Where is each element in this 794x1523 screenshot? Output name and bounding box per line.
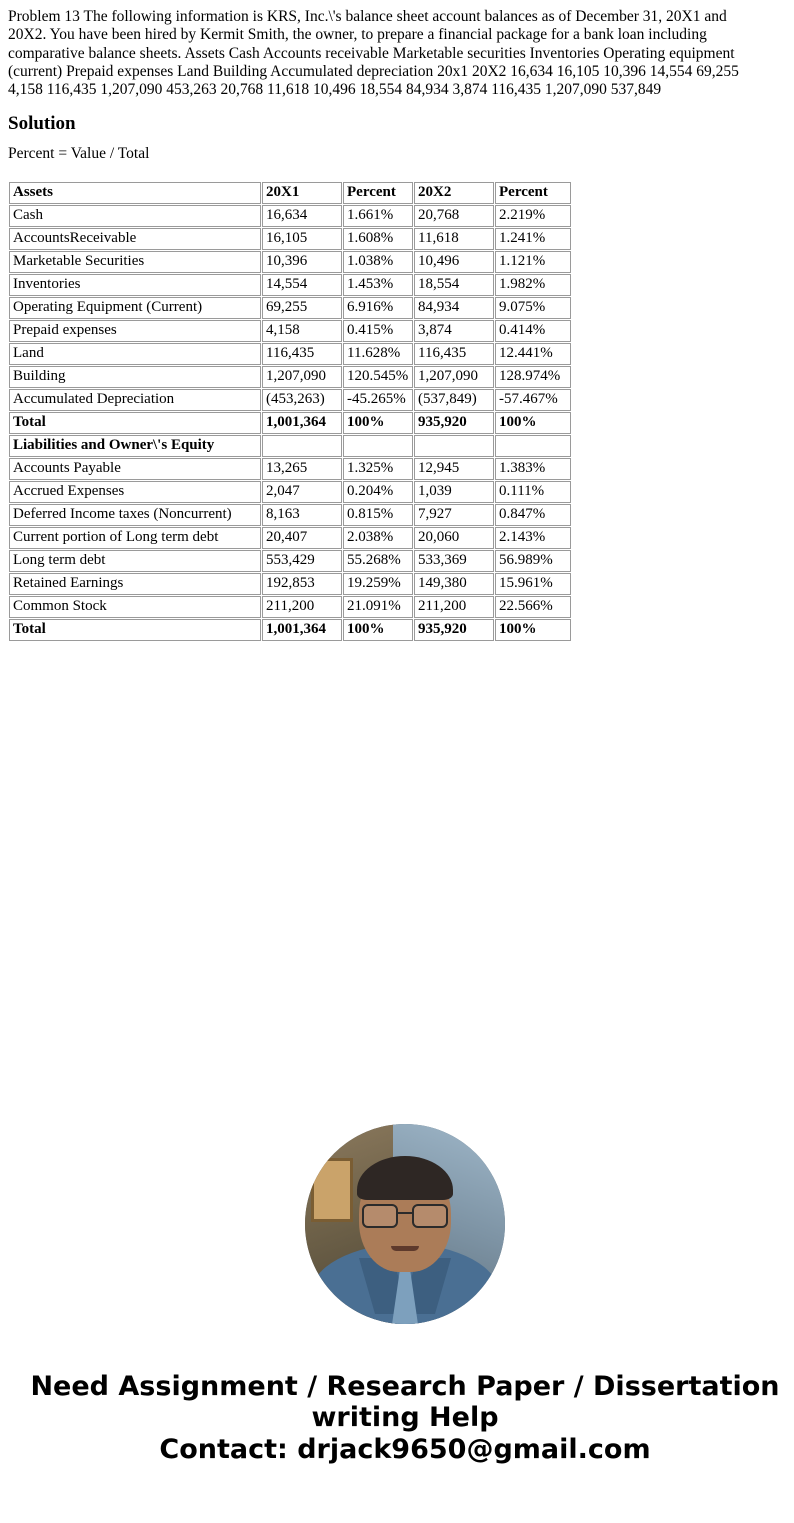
glasses-icon xyxy=(362,1204,448,1224)
section-header-blank-3 xyxy=(414,435,494,457)
value-20x2: 20,060 xyxy=(414,527,494,549)
value-20x1: 1,001,364 xyxy=(262,412,342,434)
value-20x2: 3,874 xyxy=(414,320,494,342)
table-row xyxy=(9,274,571,296)
section-header-blank-4 xyxy=(495,435,571,457)
percent-20x2: 15.961% xyxy=(495,573,571,595)
section-header-blank-1 xyxy=(262,435,342,457)
table-row xyxy=(9,504,571,526)
value-20x1: 8,163 xyxy=(262,504,342,526)
percent-20x2: 0.847% xyxy=(495,504,571,526)
table-row xyxy=(9,573,571,595)
value-20x2: 18,554 xyxy=(414,274,494,296)
percent-20x1: 0.815% xyxy=(343,504,413,526)
table-row xyxy=(9,343,571,365)
percent-20x1: 6.916% xyxy=(343,297,413,319)
row-label: Inventories xyxy=(9,274,261,296)
row-label: Total xyxy=(9,619,261,641)
value-20x2: (537,849) xyxy=(414,389,494,411)
percent-20x2: 12.441% xyxy=(495,343,571,365)
value-20x1: 1,001,364 xyxy=(262,619,342,641)
percent-20x1: 1.453% xyxy=(343,274,413,296)
value-20x1: 211,200 xyxy=(262,596,342,618)
percent-formula: Percent = Value / Total xyxy=(8,145,150,163)
glasses-lens-left xyxy=(362,1204,398,1228)
row-label: Current portion of Long term debt xyxy=(9,527,261,549)
section-header-blank-2 xyxy=(343,435,413,457)
percent-20x1: 100% xyxy=(343,412,413,434)
row-label: Land xyxy=(9,343,261,365)
section-header-label: Liabilities and Owner\'s Equity xyxy=(9,435,261,457)
value-20x1: 192,853 xyxy=(262,573,342,595)
problem-statement: Problem 13 The following information is KRS, Inc.\'s balance sheet account balances as of December 31, 20X1 and 20X2. You have been hired by Kermit Smith, the owner, to prepare a financial package for a bank loan including comparative balance sheets. Assets Cash Accounts receivable Marketable securities Inventories Operating equipment (current) Prepaid expenses Land Building Accumulated depreciation 20x1 20X2 16,634 16,105 10,396 14,554 69,255 4,158 116,435 1,207,090 453,263 20,768 11,618 10,496 18,554 84,934 3,874 116,435 1,207,090 537,849 xyxy=(8,8,739,99)
avatar xyxy=(305,1124,505,1324)
percent-20x1: 0.415% xyxy=(343,320,413,342)
solution-heading: Solution xyxy=(8,113,76,135)
row-label: Operating Equipment (Current) xyxy=(9,297,261,319)
value-20x2: 935,920 xyxy=(414,619,494,641)
row-label: Common Stock xyxy=(9,596,261,618)
percent-20x1: 1.608% xyxy=(343,228,413,250)
percent-20x2: 1.383% xyxy=(495,458,571,480)
row-label: Total xyxy=(9,412,261,434)
liabilities-total-row xyxy=(9,619,571,641)
table-row xyxy=(9,389,571,411)
table-row xyxy=(9,251,571,273)
percent-20x2: 22.566% xyxy=(495,596,571,618)
row-label: Prepaid expenses xyxy=(9,320,261,342)
value-20x1: 10,396 xyxy=(262,251,342,273)
percent-20x2: -57.467% xyxy=(495,389,571,411)
column-header-percent-20x1: Percent xyxy=(343,182,413,204)
value-20x1: 14,554 xyxy=(262,274,342,296)
table-row xyxy=(9,550,571,572)
percent-20x1: 2.038% xyxy=(343,527,413,549)
value-20x1: 1,207,090 xyxy=(262,366,342,388)
row-label: Deferred Income taxes (Noncurrent) xyxy=(9,504,261,526)
percent-20x2: 2.219% xyxy=(495,205,571,227)
percent-20x1: 1.661% xyxy=(343,205,413,227)
value-20x2: 10,496 xyxy=(414,251,494,273)
value-20x2: 84,934 xyxy=(414,297,494,319)
percent-20x2: 56.989% xyxy=(495,550,571,572)
table-row xyxy=(9,481,571,503)
percent-20x1: 0.204% xyxy=(343,481,413,503)
table-row xyxy=(9,366,571,388)
percent-20x2: 9.075% xyxy=(495,297,571,319)
value-20x1: 116,435 xyxy=(262,343,342,365)
percent-20x2: 0.414% xyxy=(495,320,571,342)
row-label: Accounts Payable xyxy=(9,458,261,480)
comparative-balance-sheet-table xyxy=(8,181,572,642)
row-label: Retained Earnings xyxy=(9,573,261,595)
table-row xyxy=(9,527,571,549)
percent-20x2: 1.121% xyxy=(495,251,571,273)
row-label: Marketable Securities xyxy=(9,251,261,273)
table-row xyxy=(9,228,571,250)
row-label: Accumulated Depreciation xyxy=(9,389,261,411)
value-20x1: 13,265 xyxy=(262,458,342,480)
glasses-lens-right xyxy=(412,1204,448,1228)
row-label: Building xyxy=(9,366,261,388)
value-20x2: 7,927 xyxy=(414,504,494,526)
promo-block xyxy=(8,1372,794,1485)
percent-20x2: 100% xyxy=(495,412,571,434)
row-label: Long term debt xyxy=(9,550,261,572)
table-row xyxy=(9,205,571,227)
wall-picture-frame xyxy=(311,1158,353,1222)
value-20x1: 553,429 xyxy=(262,550,342,572)
value-20x2: 935,920 xyxy=(414,412,494,434)
author-photo-container xyxy=(8,1124,794,1324)
percent-20x1: 11.628% xyxy=(343,343,413,365)
value-20x2: 1,207,090 xyxy=(414,366,494,388)
column-header-percent-20x2: Percent xyxy=(495,182,571,204)
table-row xyxy=(9,297,571,319)
column-header-assets: Assets xyxy=(9,182,261,204)
assets-total-row xyxy=(9,412,571,434)
liabilities-section-header-row xyxy=(9,435,571,457)
value-20x1: 69,255 xyxy=(262,297,342,319)
table-row xyxy=(9,596,571,618)
percent-20x1: 100% xyxy=(343,619,413,641)
value-20x2: 116,435 xyxy=(414,343,494,365)
value-20x2: 149,380 xyxy=(414,573,494,595)
value-20x1: 16,634 xyxy=(262,205,342,227)
value-20x2: 1,039 xyxy=(414,481,494,503)
column-header-20x1: 20X1 xyxy=(262,182,342,204)
value-20x2: 11,618 xyxy=(414,228,494,250)
value-20x2: 533,369 xyxy=(414,550,494,572)
percent-20x2: 128.974% xyxy=(495,366,571,388)
row-label: Accrued Expenses xyxy=(9,481,261,503)
promo-headline: Need Assignment / Research Paper / Dissertation writing Help xyxy=(30,1371,780,1433)
percent-20x2: 0.111% xyxy=(495,481,571,503)
value-20x1: (453,263) xyxy=(262,389,342,411)
row-label: Cash xyxy=(9,205,261,227)
percent-20x1: 55.268% xyxy=(343,550,413,572)
percent-20x1: 120.545% xyxy=(343,366,413,388)
table-row xyxy=(9,458,571,480)
value-20x2: 12,945 xyxy=(414,458,494,480)
value-20x1: 4,158 xyxy=(262,320,342,342)
table-row xyxy=(9,320,571,342)
percent-20x1: 1.325% xyxy=(343,458,413,480)
column-header-20x2: 20X2 xyxy=(414,182,494,204)
percent-20x1: -45.265% xyxy=(343,389,413,411)
value-20x2: 211,200 xyxy=(414,596,494,618)
value-20x1: 16,105 xyxy=(262,228,342,250)
percent-20x2: 100% xyxy=(495,619,571,641)
value-20x2: 20,768 xyxy=(414,205,494,227)
percent-20x1: 21.091% xyxy=(343,596,413,618)
value-20x1: 20,407 xyxy=(262,527,342,549)
promo-contact: Contact: drjack9650@gmail.com xyxy=(159,1433,651,1465)
percent-20x2: 1.982% xyxy=(495,274,571,296)
percent-20x2: 1.241% xyxy=(495,228,571,250)
table-header-row xyxy=(9,182,571,204)
mouth-shape xyxy=(391,1246,419,1251)
value-20x1: 2,047 xyxy=(262,481,342,503)
row-label: AccountsReceivable xyxy=(9,228,261,250)
percent-20x2: 2.143% xyxy=(495,527,571,549)
percent-20x1: 19.259% xyxy=(343,573,413,595)
percent-20x1: 1.038% xyxy=(343,251,413,273)
